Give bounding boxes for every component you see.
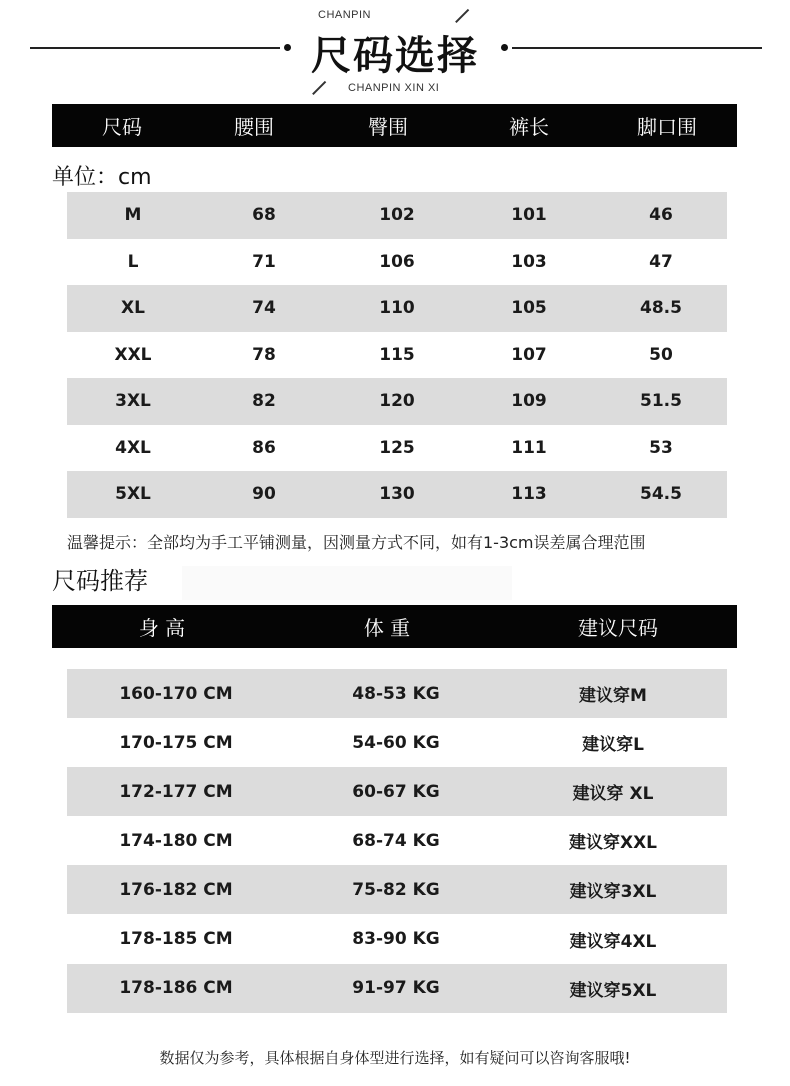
hip-col-header: 臀围 [368,115,408,139]
table-row [67,816,727,865]
size-col-header: 尺码 [102,115,142,139]
table-cell: 68 [252,205,276,226]
header-bottom-en: CHANPIN XIN XI [348,82,440,94]
header-slash-top [455,9,469,23]
table-row [67,239,727,286]
recommend-table [67,669,727,1013]
size-table-header [52,104,737,147]
table-row [67,767,727,816]
table-cell: M [124,205,142,226]
table-cell: 91-97 KG [352,978,440,999]
page-title: 尺码选择 [311,33,479,79]
hem-col-header: 脚口围 [637,115,697,139]
table-row [67,915,727,964]
table-cell: 107 [511,344,547,365]
table-cell: 53 [649,437,673,458]
table-cell: 4XL [115,437,151,458]
table-cell: 75-82 KG [352,879,440,900]
table-cell: 建议穿L [582,735,644,756]
table-cell: 46 [649,205,673,226]
table-row [67,192,727,239]
footer-note: 数据仅为参考，具体根据自身体型进行选择，如有疑问可以咨询客服哦! [159,1049,631,1067]
table-cell: 178-186 CM [119,978,233,999]
table-cell: 51.5 [640,391,682,412]
weight-col-header: 体 重 [363,616,411,640]
table-row [67,378,727,425]
table-cell: 83-90 KG [352,929,440,950]
table-cell: 建议穿XXL [568,833,658,854]
table-cell: 54-60 KG [352,732,440,753]
table-cell: 74 [252,298,276,319]
length-col-header: 裤长 [509,115,549,139]
table-cell: 71 [252,251,276,272]
table-cell: 47 [649,251,673,272]
table-cell: 178-185 CM [119,929,233,950]
table-cell: 82 [252,391,276,412]
table-cell: 68-74 KG [352,830,440,851]
table-cell: L [127,251,139,272]
table-cell: 48-53 KG [352,683,440,704]
table-row [67,332,727,379]
table-cell: 建议穿M [579,686,647,707]
table-cell: 130 [379,484,415,505]
table-row [67,285,727,332]
table-cell: 5XL [115,484,151,505]
table-cell: 170-175 CM [119,732,233,753]
table-cell: 105 [511,298,547,319]
table-cell: 建议穿3XL [569,882,657,903]
table-cell: 103 [511,251,547,272]
table-cell: 115 [379,344,415,365]
table-cell: 54.5 [640,484,682,505]
table-row [67,471,727,518]
table-cell: 110 [379,298,415,319]
table-row [67,718,727,767]
table-cell: 109 [511,391,547,412]
recommend-title: 尺码推荐 [52,567,148,595]
unit-label: 单位：cm [52,165,152,190]
table-cell: 120 [379,391,415,412]
table-cell: 86 [252,437,276,458]
waist-col-header: 腰围 [234,115,274,139]
height-col-header: 身 高 [138,616,186,640]
table-row [67,669,727,718]
table-cell: 50 [649,344,673,365]
table-row [67,865,727,914]
table-cell: 106 [379,251,415,272]
table-cell: XXL [114,344,152,365]
title-underlay [182,566,512,600]
table-cell: 101 [511,205,547,226]
table-cell: 125 [379,437,415,458]
table-cell: 建议穿 XL [572,784,654,805]
table-cell: 172-177 CM [119,781,233,802]
table-cell: 113 [511,484,547,505]
table-cell: 建议穿4XL [569,931,657,952]
recommend-table-header [52,605,737,648]
table-cell: 90 [252,484,276,505]
header-top-en: CHANPIN [318,9,372,21]
table-cell: XL [121,298,145,319]
size-table [67,192,727,518]
table-cell: 48.5 [640,298,682,319]
measurement-note: 温馨提示：全部均为手工平铺测量，因测量方式不同，如有1-3cm误差属合理范围 [67,533,646,552]
table-cell: 78 [252,344,276,365]
table-cell: 102 [379,205,415,226]
table-row [67,425,727,472]
table-cell: 建议穿5XL [569,980,657,1001]
suggest-col-header: 建议尺码 [578,616,658,640]
table-cell: 160-170 CM [119,683,233,704]
header-slash-bottom [312,81,326,95]
table-cell: 174-180 CM [119,830,233,851]
table-cell: 3XL [115,391,151,412]
table-row [67,964,727,1013]
table-cell: 60-67 KG [352,781,440,802]
table-cell: 111 [511,437,547,458]
table-cell: 176-182 CM [119,879,233,900]
